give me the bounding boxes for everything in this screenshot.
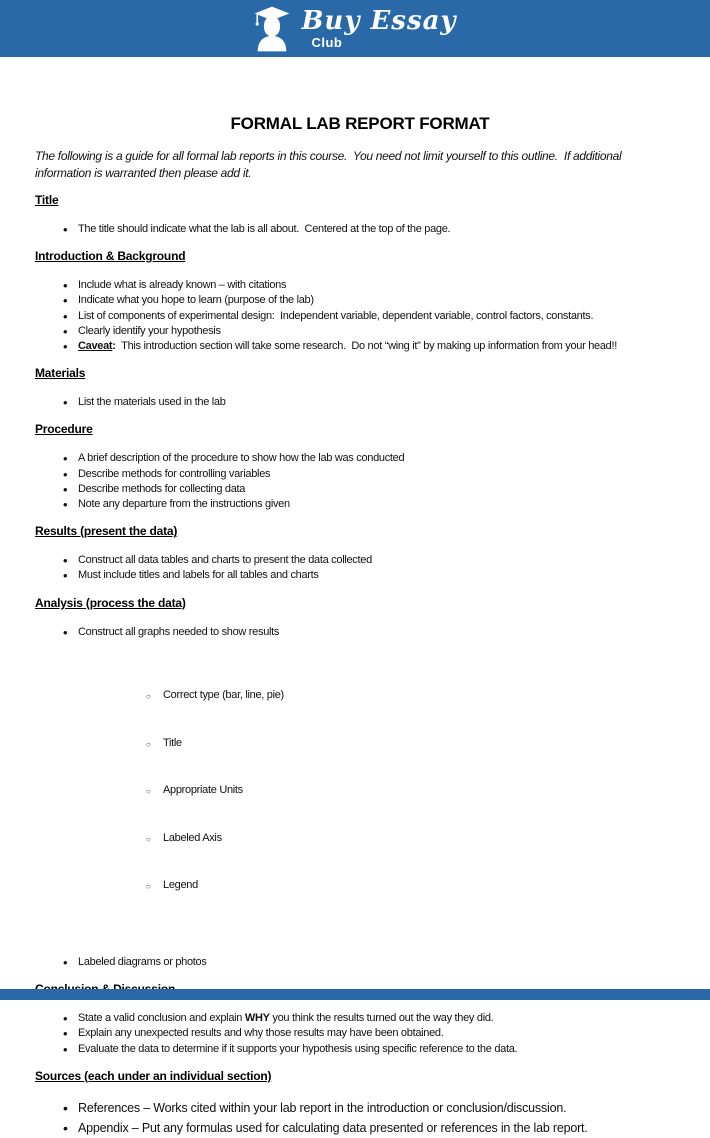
bullet-item: • Construct all graphs needed to show results ○ Correct type (bar, line, pie) ○ Title ○ Appropriate Units ○ Labeled Axis ○ Legend bbox=[35, 625, 685, 955]
bullet-item: • Describe methods for collecting data bbox=[35, 482, 685, 497]
section-heading: Materials bbox=[35, 366, 86, 381]
footer-bar bbox=[0, 989, 710, 1000]
brand-header bbox=[0, 0, 710, 57]
bullet-list bbox=[35, 395, 685, 410]
bullet-item: • List of components of experimental design: Independent variable, dependent variable, control factors, constants. bbox=[35, 309, 685, 324]
bullet-list bbox=[35, 1098, 685, 1138]
section-heading: Procedure bbox=[35, 422, 93, 437]
bullet-item: • Appendix – Put any formulas used for calculating data presented or references in the lab report. bbox=[35, 1118, 685, 1138]
bullet-list bbox=[35, 222, 685, 237]
document-body bbox=[0, 113, 710, 1138]
section-procedure bbox=[35, 422, 685, 512]
section-results bbox=[35, 524, 685, 583]
sub-bullet-item: ○ Appropriate Units bbox=[78, 782, 675, 799]
sub-bullet-item: ○ Correct type (bar, line, pie) bbox=[78, 687, 675, 704]
bullet-list bbox=[35, 553, 685, 583]
bullet-item: • Clearly identify your hypothesis bbox=[35, 324, 685, 339]
section-heading: Results (present the data) bbox=[35, 524, 178, 539]
bullet-item: • Indicate what you hope to learn (purpose of the lab) bbox=[35, 293, 685, 308]
section-heading: Introduction & Background bbox=[35, 249, 186, 264]
bullet-item-caveat: • Caveat: This introduction section will take some research. Do not “wing it” by making up information from your head!! bbox=[35, 339, 685, 354]
bullet-item: • Evaluate the data to determine if it supports your hypothesis using specific reference to the data. bbox=[35, 1042, 685, 1057]
brand-name bbox=[301, 8, 456, 49]
brand-name-script: Buy Essay bbox=[301, 6, 457, 36]
bullet-item: • Construct all data tables and charts to present the data collected bbox=[35, 553, 685, 568]
bullet-list bbox=[35, 278, 685, 354]
bullet-list bbox=[35, 451, 685, 512]
section-introduction-background bbox=[35, 249, 685, 354]
bullet-list bbox=[35, 625, 685, 970]
section-analysis bbox=[35, 596, 685, 970]
intro-paragraph: The following is a guide for all formal lab reports in this course. You need not limit yourself to this outline. If additional information is warranted then please add it. bbox=[35, 149, 625, 180]
bullet-item: • Describe methods for controlling variables bbox=[35, 467, 685, 482]
brand-name-sub: Club bbox=[311, 35, 343, 50]
section-materials bbox=[35, 366, 685, 410]
bullet-item: • List the materials used in the lab bbox=[35, 395, 685, 410]
section-title bbox=[35, 193, 685, 237]
bullet-item-why: • State a valid conclusion and explain WHY you think the results turned out the way they did. bbox=[35, 1011, 685, 1026]
section-sources bbox=[35, 1069, 685, 1138]
section-heading: Title bbox=[35, 193, 59, 207]
sub-bullet-list bbox=[78, 657, 675, 924]
bullet-item: • A brief description of the procedure to show how the lab was conducted bbox=[35, 451, 685, 466]
bullet-item: • Labeled diagrams or photos bbox=[35, 955, 685, 970]
sub-bullet-item: ○ Title bbox=[78, 735, 675, 752]
bullet-item: • Must include titles and labels for all tables and charts bbox=[35, 568, 685, 583]
bullet-list bbox=[35, 1011, 685, 1057]
section-heading: Analysis (process the data) bbox=[35, 595, 186, 610]
sub-bullet-item: ○ Labeled Axis bbox=[78, 830, 675, 847]
graduate-icon bbox=[253, 6, 291, 52]
bullet-item: • The title should indicate what the lab is all about. Centered at the top of the page. bbox=[35, 222, 685, 237]
sub-bullet-item: ○ Legend bbox=[78, 877, 675, 894]
bullet-item: • Include what is already known – with citations bbox=[35, 278, 685, 293]
section-heading: Sources (each under an individual section) bbox=[35, 1068, 272, 1083]
brand-logo bbox=[253, 6, 456, 52]
bullet-item: • References – Works cited within your lab report in the introduction or conclusion/discussion. bbox=[35, 1098, 685, 1118]
page-title: FORMAL LAB REPORT FORMAT bbox=[230, 114, 490, 133]
bullet-item: • Note any departure from the instructions given bbox=[35, 497, 685, 512]
bullet-item: • Explain any unexpected results and why those results may have been obtained. bbox=[35, 1026, 685, 1041]
